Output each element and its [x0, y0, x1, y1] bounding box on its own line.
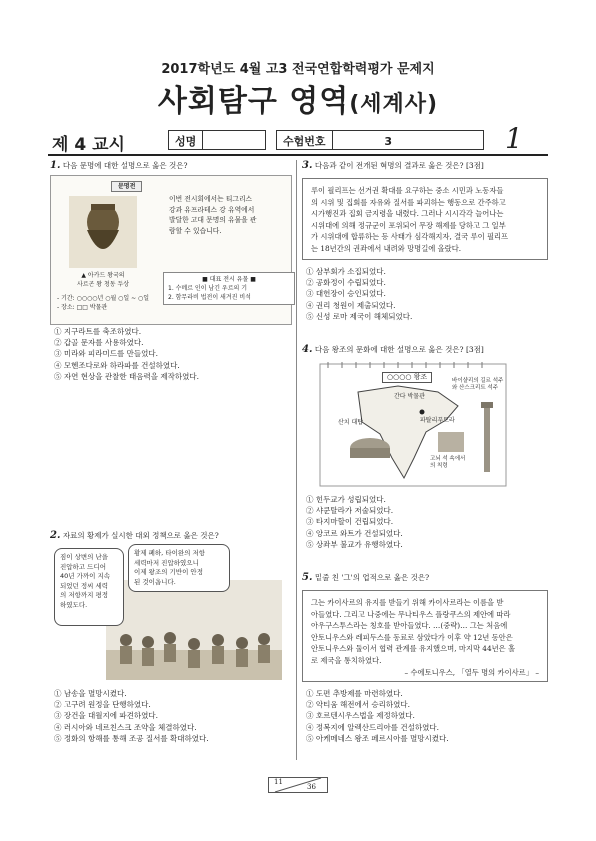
q3-option-3[interactable]: ③ 대헌장이 승인되었다.	[306, 289, 386, 299]
q2-bubble-official: 황제 폐하, 타이완의 저항 세력마저 진압하였으니 이제 왕조의 기반이 안정 된 것이옵니다.	[128, 544, 230, 592]
header-rule	[48, 154, 548, 156]
q1-option-4[interactable]: ④ 모헨조다로와 하라파를 건설하였다.	[54, 360, 180, 370]
footer-total: 36	[307, 783, 316, 791]
q4-stem: 4. 다음 왕조의 문화에 대한 설명으로 옳은 것은? [3점]	[302, 344, 484, 355]
q1-option-2[interactable]: ② 갑골 문자를 사용하였다.	[54, 338, 144, 348]
q5-option-2[interactable]: ② 악티움 해전에서 승리하였다.	[306, 700, 410, 710]
q5-passage: 그는 카이사르의 유지를 받들기 위해 카이사르라는 이름을 받 아들였다. 그리고 나중에는 무나티우스 플랑쿠스의 제안에 따라 아우구스투스라는 칭호를 받아들였다. …(중략)… 그는 처음에 안토니우스와 레피두스를 동료로 삼았다가 이후 약 12년 동안은 안토니우스와 둘이서 협력 관계를 유지했으며, 마지막 44년은 홀 로 제국을 통치하였다. – 수에토니우스, 「열두 명의 카이사르」 –	[302, 590, 548, 682]
subject-title	[0, 76, 596, 120]
q3-option-1[interactable]: ① 삼부회가 소집되었다.	[306, 267, 386, 276]
q1-exhibit-title: 문명전	[111, 181, 142, 192]
q4-label-bihar: 파탈리푸트라	[420, 417, 455, 424]
exam-number-box	[276, 130, 484, 150]
q2-option-4[interactable]: ④ 러시아와 네르친스크 조약을 체결하였다.	[54, 722, 197, 732]
subject-sub: (세계사)	[349, 92, 439, 117]
q4-map-title: ○○○○ 왕조	[382, 372, 432, 383]
q4-label-cap: 간다 박물관	[394, 393, 425, 400]
subject-main: 사회탐구 영역	[157, 84, 350, 119]
name-label: 성명	[169, 131, 203, 149]
q3-option-5[interactable]: ⑤ 신성 로마 제국이 해체되었다.	[306, 311, 413, 321]
q1-caption: ▲ 아카드 왕국의 사르곤 왕 청동 두상	[76, 272, 130, 288]
q5-option-1[interactable]: ① 도편 추방제를 마련하였다.	[306, 689, 403, 698]
q3-passage: 루이 필리프는 선거권 확대를 요구하는 중소 시민과 노동자들 의 시위 및 집회를 자유와 질서를 파괴하는 행동으로 간주하고 시가행진과 집회 금지령을 내렸다. 그러나 시시각각 늘어나는 시위대에 의해 정규군이 포위되어 무장 해제를 당하고 그 일부 가 시위대에 합류하는 등 사태가 심각해지자, 결국 루이 필리프 는 18년간의 권좌에서 내려와 망명길에 올랐다.	[302, 178, 548, 260]
q4-options	[306, 494, 546, 550]
page-number: 1	[505, 122, 523, 155]
bronze-head-image	[69, 196, 137, 268]
q1-option-5[interactable]: ⑤ 자연 현상을 관찰한 태음력을 제작하였다.	[54, 371, 199, 381]
q2-option-2[interactable]: ② 고구려 원정을 단행하였다.	[54, 700, 151, 710]
q4-label-stupa: 산치 대탑	[338, 419, 364, 426]
q3-option-2[interactable]: ② 공화정이 수립되었다.	[306, 278, 386, 288]
q5-source: – 수에토니우스, 「열두 명의 카이사르」 –	[404, 667, 539, 677]
q5-stem: 5. 밑줄 친 '그'의 업적으로 옳은 것은?	[302, 572, 430, 583]
q1-exhibit-panel	[50, 175, 292, 325]
q4-label-pillar: 바이샬리의 길르 석주와 산스크리트 석주	[452, 378, 504, 391]
footer-page: 11	[274, 778, 283, 786]
q5-option-3[interactable]: ③ 호르텐시우스법을 제정하였다.	[306, 711, 415, 721]
q5-option-4[interactable]: ④ 정복지에 알렉산드리아를 건설하였다.	[306, 722, 439, 732]
q5-option-5[interactable]: ⑤ 아케메네스 왕조 페르시아를 멸망시켰다.	[306, 733, 449, 743]
q4-option-1[interactable]: ① 힌두교가 성립되었다.	[306, 495, 386, 504]
name-box	[168, 130, 266, 150]
q2-bubble-emperor: 짐이 상변의 난을 진압하고 드디어 40년 가까이 지속 되었던 정씨 세력 의 저항까지 평정 하였도다.	[54, 548, 124, 626]
q1-info: - 기간: ○○○○년 ○월 ○일 ~ ○일 - 장소: □□ 박물관	[57, 295, 150, 311]
exam-number-label: 수험번호	[277, 131, 333, 149]
q2-options	[54, 688, 290, 744]
q2-option-3[interactable]: ③ 장건을 대월지에 파견하였다.	[54, 711, 158, 721]
q4-option-3[interactable]: ③ 타지마할이 건립되었다.	[306, 517, 394, 527]
q3-options	[306, 266, 546, 322]
q1-option-1[interactable]: ① 지구라트를 축조하였다.	[54, 327, 142, 336]
q2-court-illustration	[106, 580, 282, 680]
q3-option-4[interactable]: ④ 권리 청원이 제출되었다.	[306, 300, 396, 310]
q2-option-1[interactable]: ① 남송을 멸망시켰다.	[54, 689, 127, 698]
exam-number-value: 3	[384, 135, 393, 148]
q1-stem: 1. 다음 문명에 대한 설명으로 옳은 것은?	[50, 160, 188, 171]
q5-options	[306, 688, 546, 744]
q1-featured: ■ 대표 전시 유물 ■ 1. 수메르 인이 남긴 우르의 기 2. 함무라비 법전이 새겨진 비석	[163, 272, 295, 305]
exam-title: 2017학년도 4월 고3 전국연합학력평가 문제지	[161, 62, 435, 77]
q1-options	[54, 326, 290, 382]
q3-stem: 3. 다음과 같이 전개된 혁명의 결과로 옳은 것은? [3점]	[302, 160, 484, 171]
footer-page-box	[268, 777, 328, 793]
q2-option-5[interactable]: ⑤ 정화의 항해를 통해 조공 질서를 확대하였다.	[54, 733, 209, 743]
period-label: 제 4 교시	[52, 135, 125, 155]
q4-label-rock: 고뇌 석 속에서의 칙령	[430, 456, 466, 469]
q1-intro: 이번 전시회에서는 티그리스 강과 유프라테스 강 유역에서 발달한 고대 문명의 유물을 관 람할 수 있습니다.	[169, 195, 257, 235]
q2-stem: 2. 자료의 황제가 실시한 대외 정책으로 옳은 것은?	[50, 530, 219, 541]
column-divider	[296, 160, 297, 760]
q4-option-2[interactable]: ② 샤쿤탈라가 저술되었다.	[306, 506, 394, 516]
q4-option-4[interactable]: ④ 앙코르 와트가 건설되었다.	[306, 528, 403, 538]
q1-option-3[interactable]: ③ 미라와 피라미드를 만들었다.	[54, 349, 158, 359]
q4-option-5[interactable]: ⑤ 상좌부 불교가 유행하였다.	[306, 539, 403, 549]
